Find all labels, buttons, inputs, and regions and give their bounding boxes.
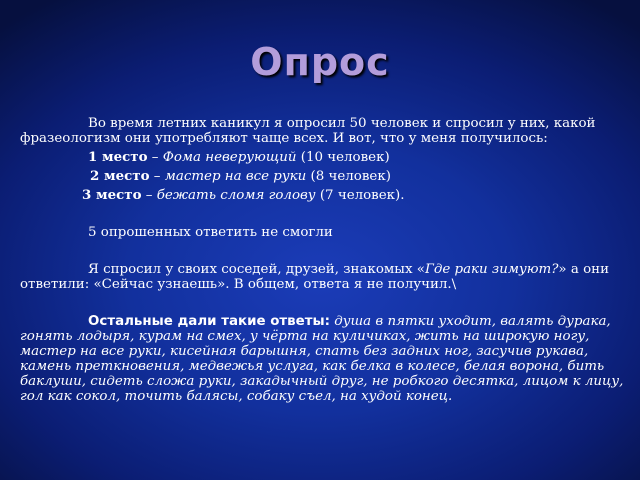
place-3-dash: – (141, 188, 157, 203)
others-label: Остальные дали такие ответы: (88, 314, 330, 329)
intro-paragraph (20, 116, 630, 146)
place-2 (20, 169, 630, 184)
place-1-dash: – (147, 150, 163, 165)
neighbors-prefix: Я спросил у своих соседей, друзей, знакомых « (88, 262, 425, 277)
no-answer-text: 5 опрошенных ответить не смогли (88, 225, 333, 240)
place-1-phrase: Фома неверующий (162, 150, 297, 165)
place-2-dash: – (149, 169, 165, 184)
slide-body (20, 116, 630, 404)
place-1-label: 1 место (88, 149, 148, 165)
no-answer-line (20, 225, 630, 240)
neighbors-question: Где раки зимуют? (424, 262, 559, 277)
place-3 (20, 188, 630, 203)
place-3-phrase: бежать сломя голову (156, 188, 316, 203)
neighbors-suffix: » а они ответили: «Сейчас узнаешь». В общем, ответа я не получил.\ (20, 262, 610, 292)
intro-text: Во время летних каникул я опросил 50 человек и спросил у них, какой фразеологизм они употребляют чаще всех. И вот, что у меня получилось: (20, 116, 596, 146)
place-1 (20, 150, 630, 165)
place-3-count: (7 человек). (315, 188, 405, 203)
place-1-count: (10 человек) (296, 150, 390, 165)
others-list: душа в пятки уходит, валять дурака, гонять лодыря, курам на смех, у чёрта на куличиках, жить на широкую ногу, мастер на все руки, кисейная барышня, спать без задних ног, засучив рукава, камень преткновения, медвежья услуга, как белка в колесе, белая ворона, бить баклуши, сидеть сложа руки, закадычный друг, не робкого десятка, лицом к лицу, гол как сокол, точить балясы, собаку съел, на худой конец. (20, 314, 624, 404)
others-paragraph (20, 314, 630, 404)
slide-title: Опрос (250, 40, 390, 84)
place-3-label: 3 место (82, 187, 142, 203)
place-2-count: (8 человек) (306, 169, 391, 184)
place-2-phrase: мастер на все руки (164, 169, 307, 184)
place-2-label: 2 место (90, 168, 150, 184)
neighbors-paragraph (20, 262, 630, 292)
